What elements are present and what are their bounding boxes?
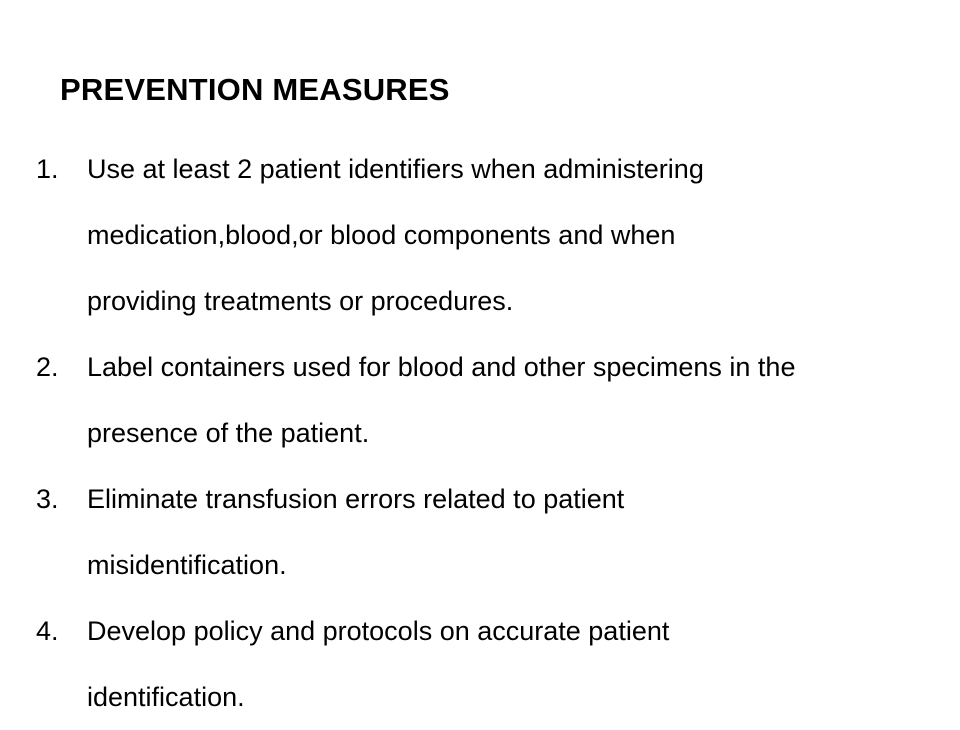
list-item-line: presence of the patient. (87, 418, 370, 448)
list-item (32, 466, 912, 598)
list-item-line: Eliminate transfusion errors related to patient (87, 484, 625, 514)
list-item-line: medication,blood,or blood components and when (87, 220, 676, 250)
list-item-line: misidentification. (87, 550, 287, 580)
list-item-text (87, 598, 912, 730)
list-item-line: providing treatments or procedures. (87, 286, 514, 316)
prevention-measures-list (32, 136, 912, 730)
list-item-text (87, 466, 912, 598)
slide-title: PREVENTION MEASURES (60, 72, 450, 107)
list-item (32, 136, 912, 334)
list-item-number: 4. (36, 616, 59, 646)
list-item-line: identification. (87, 682, 245, 712)
list-item-line: Use at least 2 patient identifiers when administering (87, 154, 704, 184)
list-item-text (87, 136, 912, 334)
list-item-number: 1. (36, 154, 59, 184)
list-item-number: 2. (36, 352, 59, 382)
list-item-line: Label containers used for blood and other specimens in the (87, 352, 796, 382)
list-item (32, 334, 912, 466)
list-item-number: 3. (36, 484, 59, 514)
list-item-line: Develop policy and protocols on accurate patient (87, 616, 670, 646)
list-item (32, 598, 912, 730)
list-item-text (87, 334, 912, 466)
